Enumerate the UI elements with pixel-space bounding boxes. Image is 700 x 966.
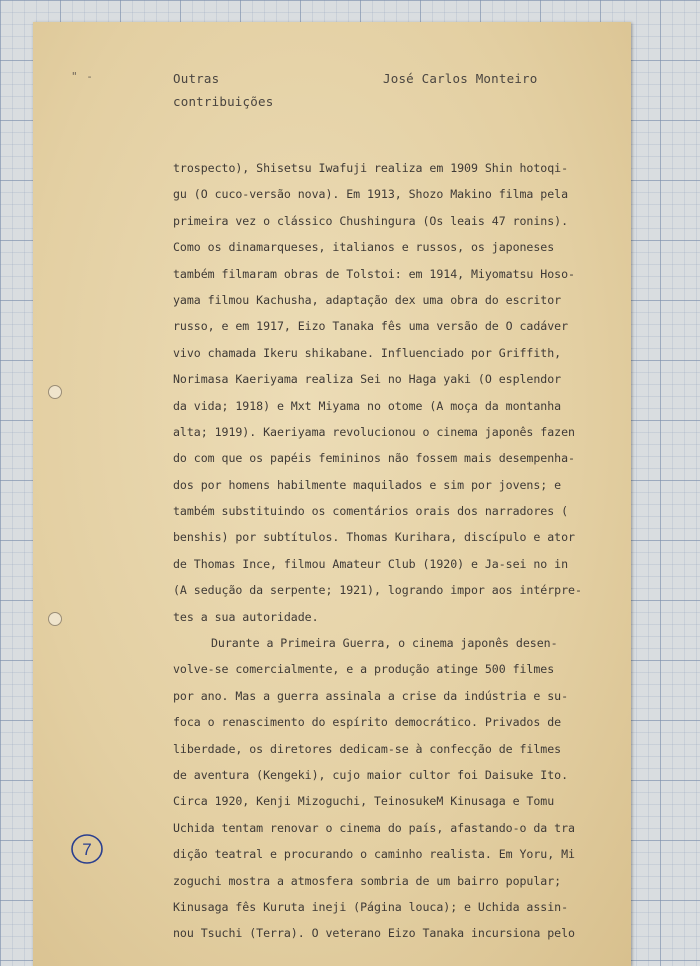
text-line-indented: Durante a Primeira Guerra, o cinema japonês desen- (211, 636, 558, 651)
text-line: Circa 1920, Kenji Mizoguchi, TeinosukeM Kinusaga e Tomu (173, 794, 555, 809)
typed-page (33, 22, 631, 966)
text-line: também filmaram obras de Tolstoi: em 1914, Miyomatsu Hoso- (173, 266, 575, 281)
text-line: também substituindo os comentários orais dos narradores ( (173, 504, 569, 519)
punch-hole-top (48, 385, 62, 399)
text-line: trospecto), Shisetsu Iwafuji realiza em 1909 Shin hotoqi- (173, 161, 569, 175)
text-line: russo, e em 1917, Eizo Tanaka fês uma versão de O cadáver (173, 319, 569, 334)
corner-mark: " - (71, 70, 94, 83)
punch-hole-bottom (48, 612, 62, 626)
text-line: Kinusaga fês Kuruta ineji (Página louca); e Uchida assin- (173, 899, 569, 914)
text-line: foca o renascimento do espírito democrático. Privados de (173, 715, 562, 730)
text-line: vivo chamada Ikeru shikabane. Influenciado por Griffith, (173, 345, 562, 360)
header-author: José Carlos Monteiro (383, 71, 538, 86)
text-line: de Thomas Ince, filmou Amateur Club (1920) e Ja-sei no in (173, 556, 569, 571)
header-section-line1: Outras (173, 71, 220, 86)
header-section-line2: contribuições (173, 94, 274, 109)
page-number-text: 7 (82, 840, 92, 859)
text-line: primeira vez o clássico Chushingura (Os leais 47 ronins). (173, 213, 569, 228)
text-line: Uchida tentam renovar o cinema do país, afastando-o da tra (173, 820, 575, 835)
body-text (173, 155, 613, 947)
text-line: da vida; 1918) e Mxt Miyama no otome (A moça da montanha (173, 398, 562, 413)
text-line: benshis) por subtítulos. Thomas Kurihara, discípulo e ator (173, 530, 575, 545)
text-line: alta; 1919). Kaeriyama revolucionou o cinema japonês fazen (173, 424, 575, 439)
handwritten-page-number (70, 832, 104, 866)
text-line: do com que os papéis femininos não fossem mais desempenha- (173, 451, 575, 466)
text-line: liberdade, os diretores dedicam-se à confecção de filmes (173, 741, 562, 756)
text-line: gu (O cuco-versão nova). Em 1913, Shozo Makino filma pela (173, 187, 569, 202)
text-line: dos por homens habilmente maquilados e sim por jovens; e (173, 477, 562, 492)
text-line: por ano. Mas a guerra assinala a crise da indústria e su- (173, 688, 569, 703)
text-line: yama filmou Kachusha, adaptação dex uma obra do escritor (173, 292, 562, 307)
text-line: (A sedução da serpente; 1921), logrando impor aos intérpre- (173, 583, 582, 598)
text-line: de aventura (Kengeki), cujo maior cultor foi Daisuke Ito. (173, 767, 569, 782)
text-line: Norimasa Kaeriyama realiza Sei no Haga yaki (O esplendor (173, 372, 562, 387)
text-line: tes a sua autoridade. (173, 609, 319, 624)
text-line: volve-se comercialmente, e a produção atinge 500 filmes (173, 662, 555, 677)
text-line: zoguchi mostra a atmosfera sombria de um bairro popular; (173, 873, 562, 888)
text-line: dição teatral e procurando o caminho realista. Em Yoru, Mi (173, 847, 575, 862)
text-line: Como os dinamarqueses, italianos e russos, os japoneses (173, 240, 555, 255)
text-line: nou Tsuchi (Terra). O veterano Eizo Tanaka incursiona pelo (173, 926, 575, 941)
